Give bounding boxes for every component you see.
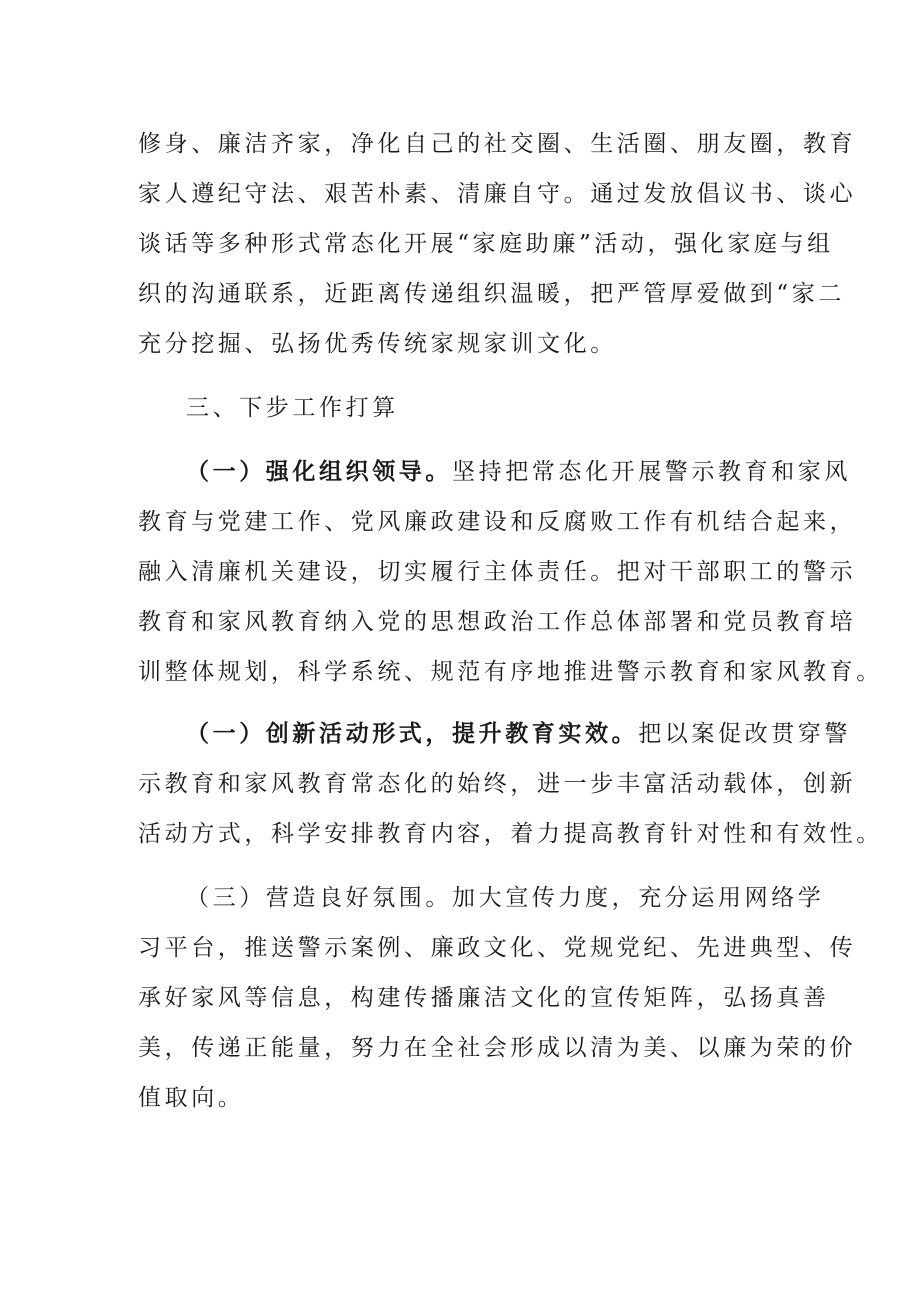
item-2-first-line-rest: 把以案促改贯穿警	[638, 721, 852, 747]
paragraph-line: 教育和家风教育纳入党的思想政治工作总体部署和党员教育培	[138, 609, 857, 635]
paragraph-line: 承好家风等信息，构建传播廉洁文化的宣传矩阵，弘扬真善	[138, 985, 830, 1011]
paragraph-line: 值取向。	[138, 1085, 245, 1111]
paragraph-line: 活动方式，科学安排教育内容，着力提高教育针对性和有效性。	[138, 821, 883, 847]
paragraph-line: 示教育和家风教育常态化的始终，进一步丰富活动载体，创新	[138, 771, 857, 797]
item-2-first-line	[186, 718, 851, 750]
paragraph-line: 融入清廉机关建设，切实履行主体责任。把对干部职工的警示	[138, 559, 857, 585]
item-2-title: （一）创新活动形式，提升教育实效。	[186, 721, 639, 747]
paragraph-line: 美，传递正能量，努力在全社会形成以清为美、以廉为荣的价	[138, 1035, 857, 1061]
item-1-first-line-rest: 坚持把常态化开展警示教育和家风	[452, 459, 851, 485]
item-3-first-line: （三）营造良好氛围。加大宣传力度，充分运用网络学	[186, 885, 825, 911]
paragraph-line: 教育与党建工作、党风廉政建设和反腐败工作有机结合起来，	[138, 509, 857, 535]
paragraph-line: 谈话等多种形式常态化开展“家庭助廉”活动，强化家庭与组	[138, 231, 834, 257]
paragraph-line: 织的沟通联系，近距离传递组织温暖，把严管厚爱做到“家二	[138, 281, 845, 307]
item-1-first-line	[186, 456, 851, 488]
paragraph-line: 充分挖掘、弘扬优秀传统家规家训文化。	[138, 331, 617, 357]
paragraph-line: 训整体规划，科学系统、规范有序地推进警示教育和家风教育。	[138, 659, 883, 685]
paragraph-line: 习平台，推送警示案例、廉政文化、党规党纪、先进典型、传	[138, 935, 857, 961]
paragraph-line: 修身、廉洁齐家，净化自己的社交圈、生活圈、朋友圈，教育	[138, 131, 857, 157]
paragraph-line: 家人遵纪守法、艰苦朴素、清廉自守。通过发放倡议书、谈心	[138, 181, 857, 207]
item-1-title: （一）强化组织领导。	[186, 459, 452, 485]
section-heading: 三、下步工作打算	[186, 395, 399, 421]
